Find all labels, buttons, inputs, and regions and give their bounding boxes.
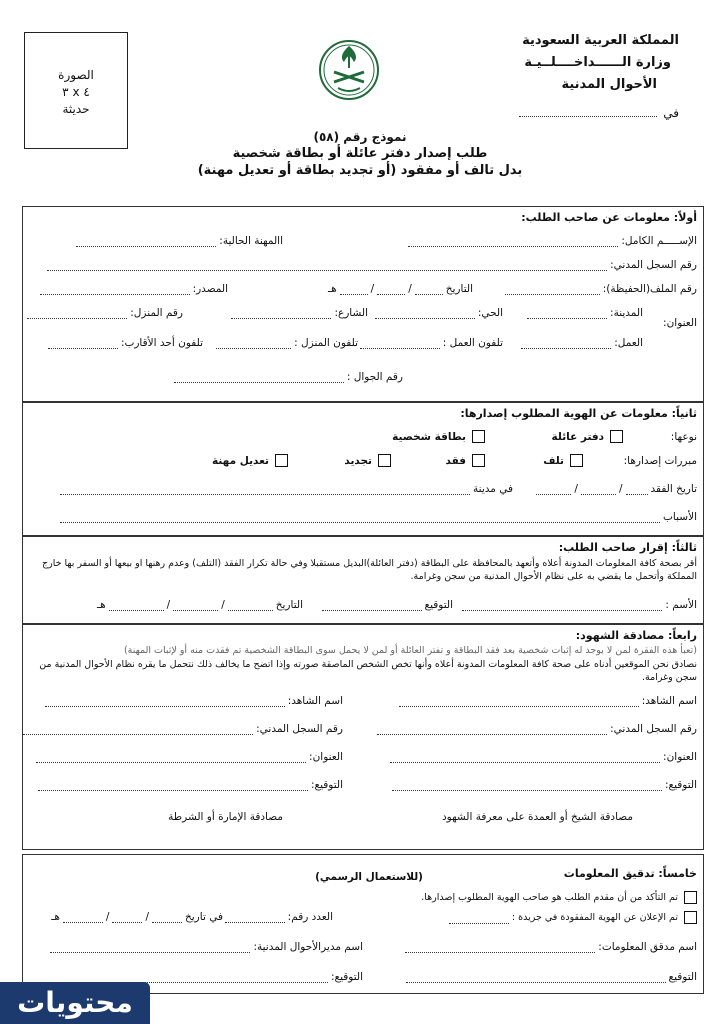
checkbox-icon [275, 454, 288, 467]
checkbox-icon [684, 891, 697, 904]
city-field[interactable]: المدينة: [527, 307, 643, 319]
section-3-title: ثالثاً: إقرار صاحب الطلب: [558, 541, 697, 554]
file-date-field[interactable]: التاريخ / / هـ [328, 283, 473, 295]
witness1-name-field[interactable]: اسم الشاهد: [399, 695, 697, 707]
declarant-signature-field[interactable]: التوقيع [322, 599, 454, 611]
issue-number-field[interactable]: العدد رقم: [225, 911, 333, 923]
site-logo[interactable]: محتويات [0, 982, 150, 1024]
form-number: نموذج رقم (٥٨) [313, 130, 407, 144]
full-name-field[interactable]: الإســـــم الكامل: [408, 235, 697, 247]
saudi-emblem-icon [318, 26, 380, 110]
mobile-field[interactable]: رقم الجوال : [174, 371, 403, 383]
type-label: نوعها: [670, 431, 697, 443]
checkbox-icon [472, 430, 485, 443]
verifier-name-field[interactable]: اسم مدقق المعلومات: [405, 941, 697, 953]
witness1-civil-reg-field[interactable]: رقم السجل المدني: [377, 723, 697, 735]
newspaper-announced-checkbox[interactable]: تم الإعلان عن الهوية المفقودة في جريدة : [449, 911, 697, 924]
loss-city-field[interactable]: في مدينة [60, 483, 513, 495]
section-4-title: رابعاً: مصادقة الشهود: [575, 629, 697, 642]
verifier-signature-field[interactable]: التوقيع [406, 971, 698, 983]
witness-note: (تعبأ هذه الفقرة لمن لا يوجد له إثبات شخصية بعد فقد البطاقة و تفتر العائلة أو لمن لا يحمل سوى البطاقة الشخصية تم فقدت منه أو لإثبات المهنة) [123, 645, 697, 656]
section-applicant-declaration [22, 536, 704, 624]
source-field[interactable]: المصدر: [40, 283, 228, 295]
lost-checkbox[interactable]: فقد [446, 454, 486, 467]
identity-confirmed-checkbox[interactable]: تم التأكد من أن مقدم الطلب هو صاحب الهوية المطلوب إصدارها. [421, 891, 697, 904]
work-field[interactable]: العمل: [521, 337, 643, 349]
id-card-checkbox[interactable]: بطاقة شخصية [392, 430, 485, 443]
house-number-field[interactable]: رقم المنزل: [27, 307, 183, 319]
checkbox-icon [570, 454, 583, 467]
work-phone-field[interactable]: تلفون العمل : [360, 337, 503, 349]
causes-field[interactable]: الأسباب [60, 511, 697, 523]
district-field[interactable]: الحي: [375, 307, 503, 319]
witness2-signature-field[interactable]: التوقيع: [38, 779, 343, 791]
photo-box[interactable]: الصورة ٤ x ٣ حديثة [24, 32, 128, 149]
renew-checkbox[interactable]: تجديد [344, 454, 391, 467]
issue-date-field[interactable]: في تاريخ / / هـ [51, 911, 223, 923]
police-endorsement-label: مصادقة الإمارة أو الشرطة [168, 811, 283, 823]
section-1-title: أولاً: معلومات عن صاحب الطلب: [521, 211, 697, 224]
ministry-header [519, 30, 679, 124]
declaration-text: أقر بصحة كافة المعلومات المدونة أعلاه وأتعهد بالمحافظة على البطاقة (دفتر العائلة)البديل مستقبلا وفي حالة تكرار الفقد (التلف) وعدم رهنها او بيعها أو السفر بها خارج المملكة وأتحمل ما يقضي به على نظام الأحوال المدنية من سجن وغرامة. [41, 558, 697, 582]
witness2-name-field[interactable]: اسم الشاهد: [45, 695, 343, 707]
street-field[interactable]: الشارع: [231, 307, 368, 319]
department-name: الأحوال المدنية [561, 77, 657, 92]
declaration-date-field[interactable]: التاريخ / / هـ [97, 599, 303, 611]
address-label: العنوان: [663, 317, 697, 329]
location-field[interactable]: في [519, 102, 679, 124]
form-subtitle: بدل تالف أو مفقود (أو تجديد بطاقة أو تعديل مهنة) [197, 163, 523, 178]
home-phone-field[interactable]: تلفون المنزل : [216, 337, 358, 349]
form-titles [150, 130, 570, 178]
file-number-field[interactable]: رقم الملف(الحفيظة): [505, 283, 697, 295]
section-information-verification [22, 854, 704, 994]
damaged-checkbox[interactable]: تلف [543, 454, 583, 467]
civil-registry-field[interactable]: رقم السجل المدني: [47, 259, 697, 271]
witness1-address-field[interactable]: العنوان: [390, 751, 697, 763]
checkbox-icon [378, 454, 391, 467]
ministry-name: وزارة الــــــداخــــلــيـة [524, 55, 671, 70]
official-use-label: (للاستعمال الرسمي) [315, 871, 423, 883]
declarant-name-field[interactable]: الأسم : [462, 599, 697, 611]
section-witness-endorsement [22, 624, 704, 850]
sheikh-endorsement-label: مصادقة الشيخ أو العمدة على معرفة الشهود [441, 811, 633, 823]
witness-text: نصادق نحن الموقعين أدناه على صحة كافة المعلومات المدونة أعلاه وأنها تخص الشخص الماصقة صورته وإذا اتضح ما يخالف ذلك نتحمل ما يقره نظام الأحوال المدنية من سجن وغرامة. [39, 659, 697, 683]
section-5-title: خامساً: تدقيق المعلومات [563, 867, 697, 880]
family-book-checkbox[interactable]: دفتر عائلة [552, 430, 623, 443]
reasons-label: مبررات إصدارها: [623, 455, 697, 467]
checkbox-icon [684, 911, 697, 924]
section-identity-info [22, 402, 704, 536]
change-profession-checkbox[interactable]: تعديل مهنة [212, 454, 288, 467]
witness2-address-field[interactable]: العنوان: [36, 751, 343, 763]
checkbox-icon [610, 430, 623, 443]
profession-field[interactable]: االمهنة الحالية: [76, 235, 283, 247]
form-title: طلب إصدار دفتر عائلة أو بطاقة شخصية [232, 146, 488, 161]
checkbox-icon [472, 454, 485, 467]
witness2-civil-reg-field[interactable]: رقم السجل المدني: [23, 723, 343, 735]
loss-date-field[interactable]: تاريخ الفقد / / [536, 483, 697, 495]
witness1-signature-field[interactable]: التوقيع: [392, 779, 697, 791]
director-name-field[interactable]: اسم مديرالأحوال المدنية: [50, 941, 363, 953]
section-2-title: ثانياً: معلومات عن الهوية المطلوب إصدارها: [460, 407, 697, 420]
relative-phone-field[interactable]: تلفون أحد الأقارب: [48, 337, 203, 349]
section-applicant-info [22, 206, 704, 402]
kingdom-name: المملكة العربية السعودية [522, 33, 679, 48]
director-signature-field[interactable]: التوقيع: [108, 971, 363, 983]
